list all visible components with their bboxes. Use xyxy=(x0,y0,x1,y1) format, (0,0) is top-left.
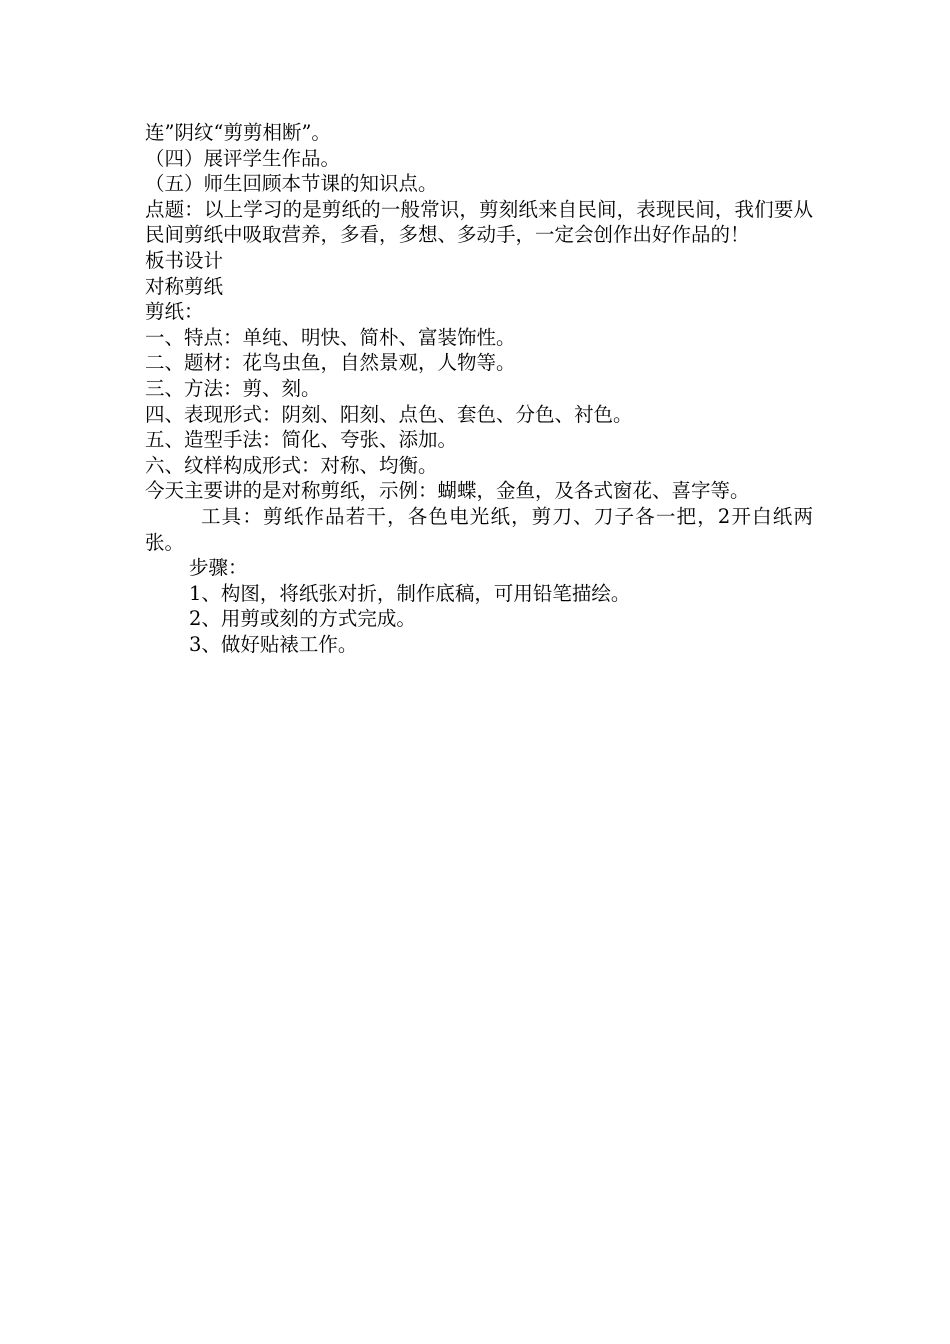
today-line: 今天主要讲的是对称剪纸，示例：蝴蝶，金鱼，及各式窗花、喜字等。 xyxy=(145,479,750,503)
point-item: 一、特点：单纯、明快、简朴、富装饰性。 xyxy=(145,325,516,349)
text-line: （四）展评学生作品。 xyxy=(145,146,341,170)
point-item: 三、方法：剪、刻。 xyxy=(145,376,321,400)
board-subtitle: 对称剪纸 xyxy=(145,274,224,298)
point-item: 四、表现形式：阴刻、阳刻、点色、套色、分色、衬色。 xyxy=(145,402,633,426)
text-line: （五）师生回顾本节课的知识点。 xyxy=(145,172,438,196)
step-item: 3、做好贴裱工作。 xyxy=(189,632,358,656)
tools-paragraph: 工具：剪纸作品若干，各色电光纸，剪刀、刀子各一把，2开白纸两张。 xyxy=(145,504,813,554)
steps-label: 步骤： xyxy=(189,556,248,580)
point-item: 二、题材：花鸟虫鱼，自然景观，人物等。 xyxy=(145,351,516,375)
jianzhi-label: 剪纸： xyxy=(145,300,204,324)
step-item: 2、用剪或刻的方式完成。 xyxy=(189,607,416,631)
document-body xyxy=(145,120,813,657)
point-item: 六、纹样构成形式：对称、均衡。 xyxy=(145,453,438,477)
point-item: 五、造型手法：简化、夸张、添加。 xyxy=(145,428,458,452)
text-line: 连”阴纹“剪剪相断”。 xyxy=(145,121,331,144)
board-title: 板书设计 xyxy=(145,248,224,272)
step-item: 1、构图，将纸张对折，制作底稿，可用铅笔描绘。 xyxy=(189,581,631,605)
dianti-paragraph: 点题：以上学习的是剪纸的一般常识，剪刻纸来自民间，表现民间，我们要从民间剪纸中吸取营养，多看，多想、多动手，一定会创作出好作品的！ xyxy=(145,197,813,247)
